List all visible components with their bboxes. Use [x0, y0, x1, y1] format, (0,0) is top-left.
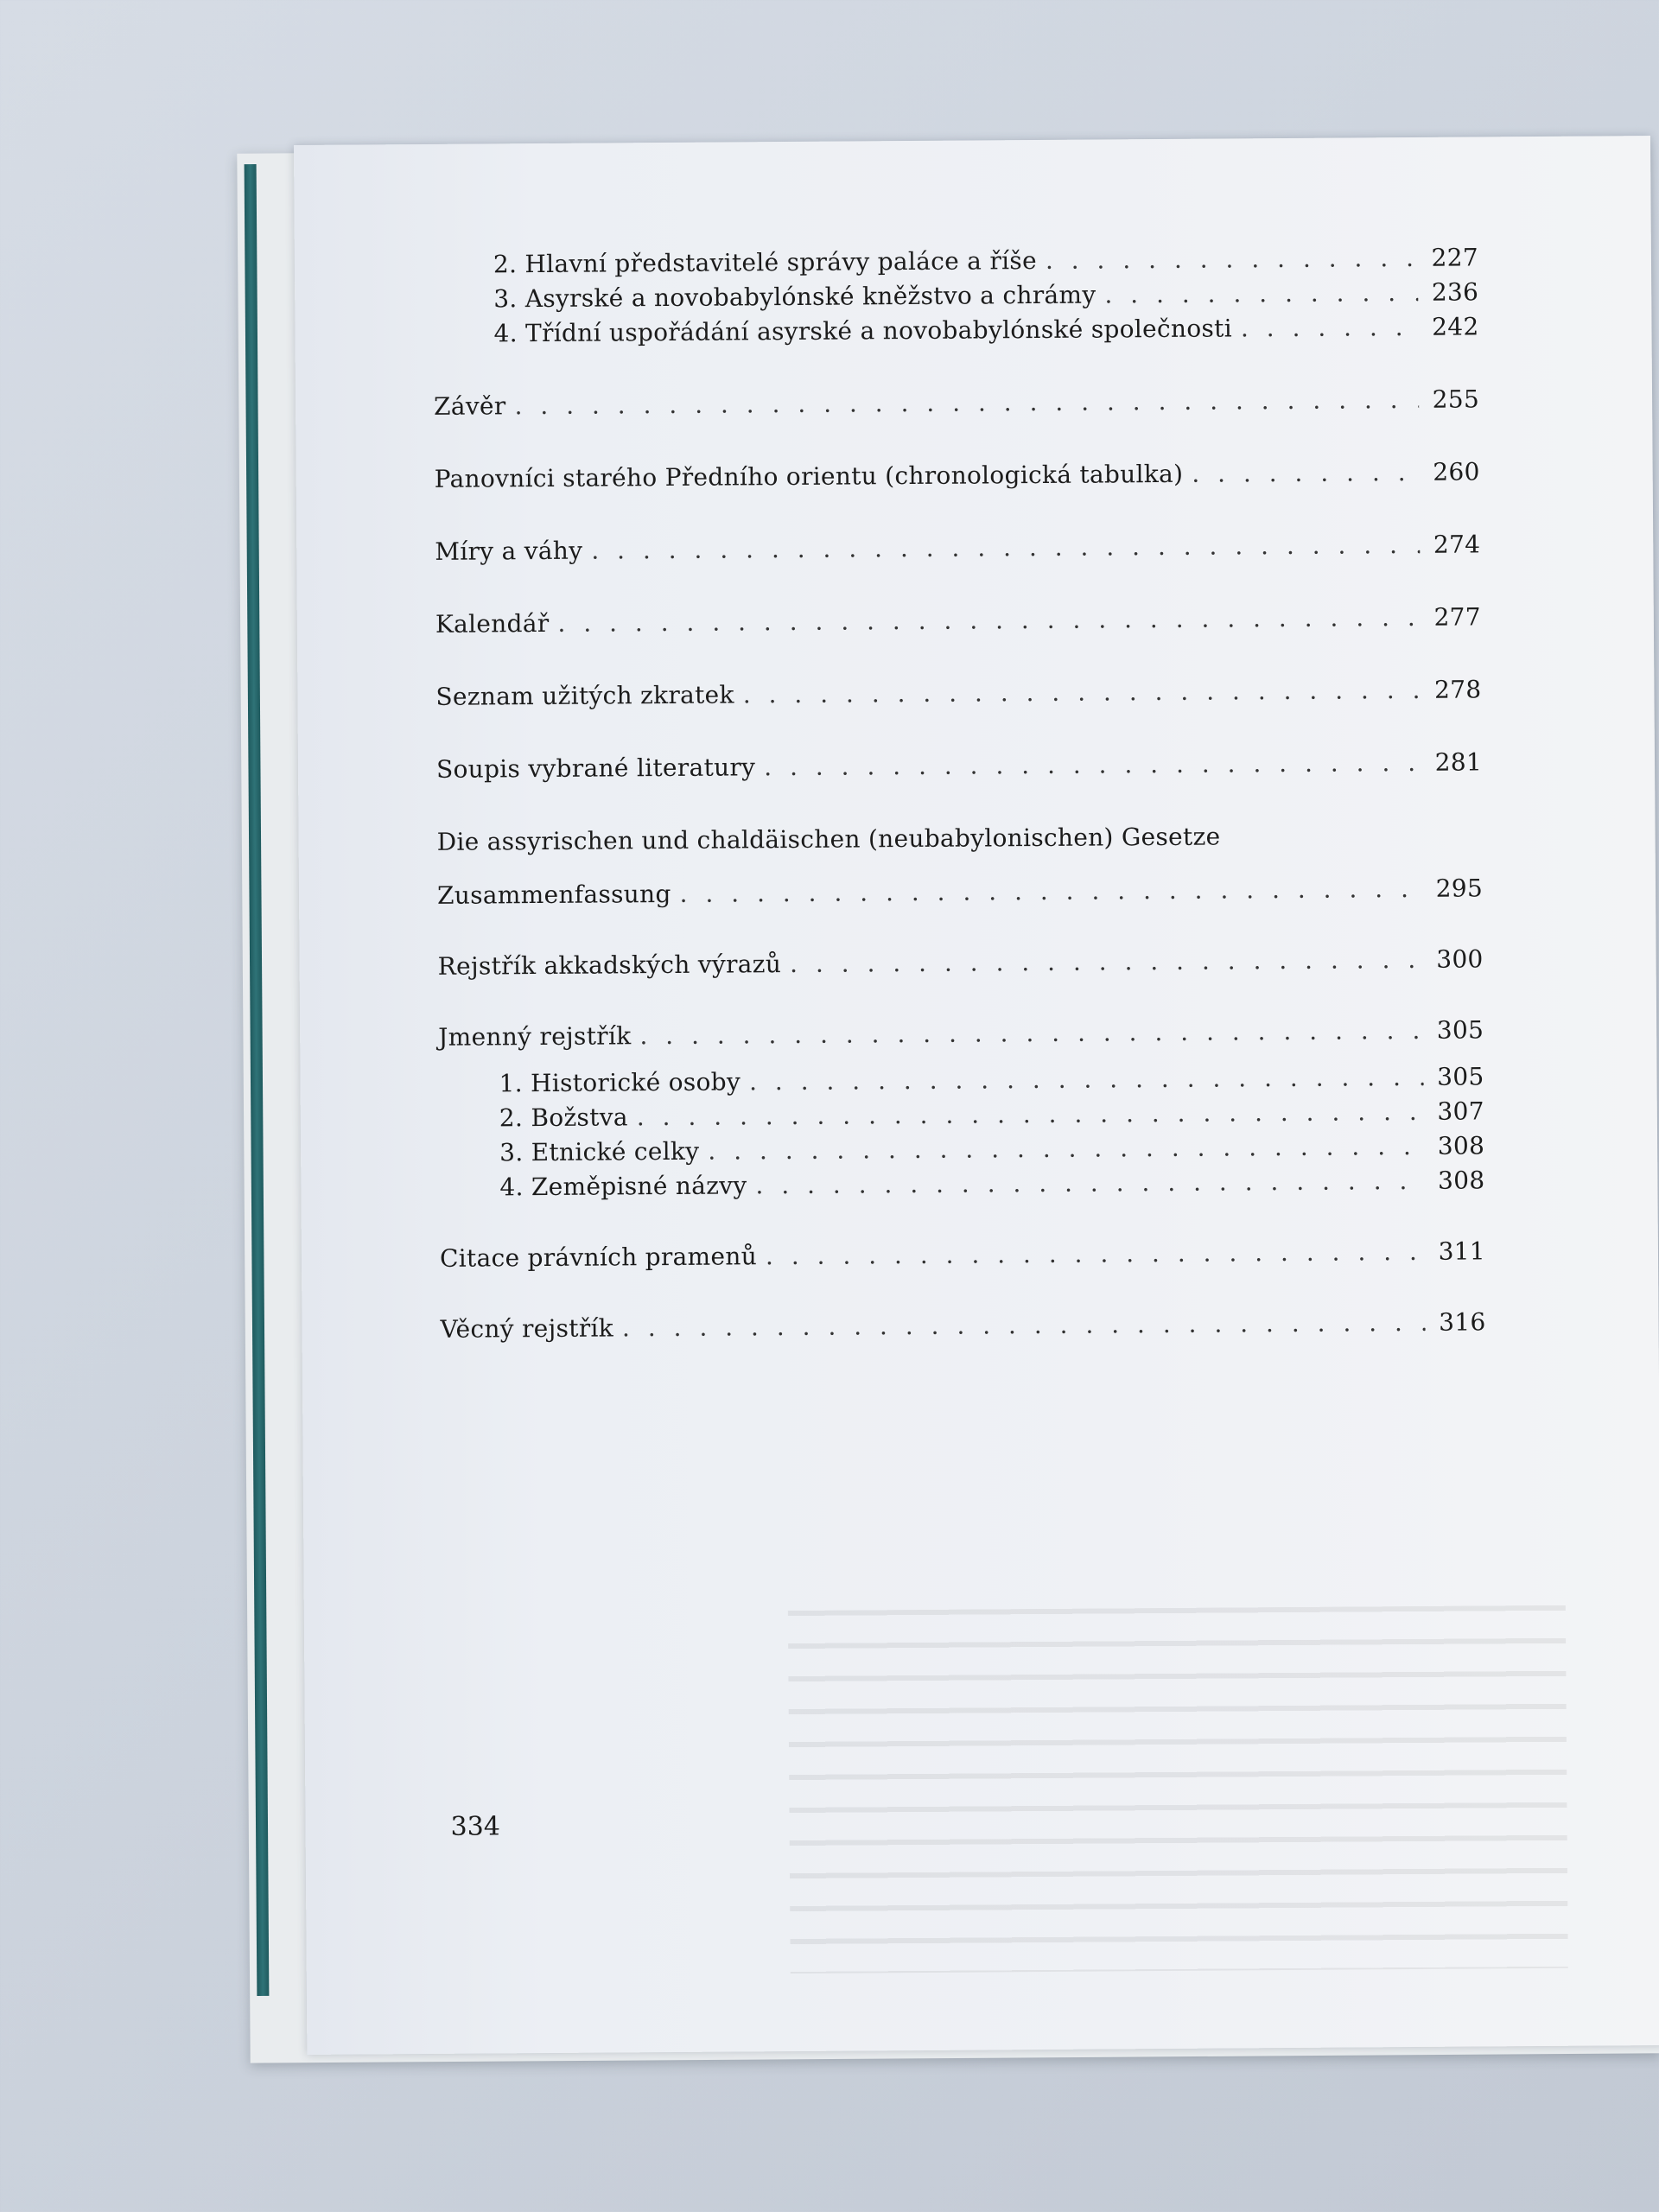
toc-entry-title: Věcný rejstřík	[440, 1313, 614, 1344]
toc-entry	[435, 527, 1480, 569]
toc-entry-page: 277	[1433, 602, 1481, 632]
toc-entry-page: 300	[1436, 944, 1484, 974]
toc-entry	[434, 382, 1479, 423]
dot-leader	[514, 383, 1419, 423]
book-page	[294, 136, 1659, 2055]
toc-entry-page: 295	[1435, 874, 1484, 903]
toc-entry-page: 307	[1437, 1096, 1484, 1126]
toc-entry	[435, 454, 1480, 496]
toc-entry-page: 242	[1432, 312, 1479, 341]
toc-entry-title: Soupis vybrané literatury	[435, 753, 756, 784]
toc-entry-title: Kalendář	[435, 608, 550, 639]
dot-leader	[790, 943, 1423, 982]
dot-leader	[755, 1164, 1424, 1203]
toc-entry-page: 308	[1437, 1131, 1485, 1160]
toc-entry-title: Jmenný rejstřík	[438, 1021, 632, 1052]
toc-entry-page: 278	[1433, 675, 1482, 704]
toc-entry-title: Citace právních pramenů	[439, 1242, 758, 1273]
toc-entry-title: Die assyrischen und chaldäischen (neubabylonischen) Gesetze	[436, 822, 1221, 856]
toc-entry-page: 236	[1431, 277, 1479, 307]
dot-leader	[637, 1095, 1424, 1135]
dot-leader	[557, 601, 1421, 641]
toc-entry	[433, 309, 1478, 351]
dot-leader	[591, 528, 1420, 569]
toc-entry-page: 227	[1431, 243, 1479, 272]
toc-entry-page: 281	[1434, 747, 1483, 777]
table-of-contents	[433, 240, 1486, 1346]
toc-entry-title: 3. Etnické celky	[499, 1136, 700, 1167]
dot-leader	[764, 746, 1421, 785]
toc-heading	[436, 817, 1482, 859]
toc-entry-title: Rejstřík akkadských výrazů	[437, 950, 782, 981]
toc-entry-title: Závěr	[433, 391, 506, 421]
dot-leader	[622, 1306, 1426, 1345]
toc-entry-title: 1. Historické osoby	[499, 1067, 741, 1098]
toc-entry-page: 308	[1437, 1166, 1485, 1195]
toc-entry-title: Panovníci starého Předního orientu (chronologická tabulka)	[434, 459, 1184, 493]
toc-entry-page: 260	[1433, 457, 1480, 486]
toc-entry	[439, 1163, 1484, 1205]
toc-entry-title: 4. Třídní uspořádání asyrské a novobabylónské společnosti	[493, 314, 1233, 348]
toc-entry-page: 311	[1438, 1236, 1486, 1266]
toc-entry-title: Míry a váhy	[435, 536, 583, 566]
toc-entry-title: 2. Hlavní představitelé správy paláce a říše	[493, 246, 1038, 279]
dot-leader	[749, 1060, 1424, 1099]
toc-entry	[440, 1234, 1485, 1275]
toc-entry-page: 316	[1439, 1307, 1486, 1337]
toc-entry	[438, 942, 1484, 983]
toc-entry	[435, 672, 1481, 714]
page-number: 334	[450, 1811, 500, 1842]
toc-entry	[437, 871, 1483, 912]
dot-leader	[1192, 455, 1420, 492]
toc-entry-page: 305	[1436, 1015, 1484, 1045]
dot-leader	[679, 872, 1422, 912]
toc-entry-title: Zusammenfassung	[436, 879, 671, 910]
show-through-text	[788, 1605, 1568, 1974]
toc-entry-page: 255	[1432, 385, 1480, 414]
dot-leader	[743, 673, 1421, 712]
toc-entry-title: 2. Božstva	[499, 1103, 628, 1133]
dot-leader	[708, 1129, 1424, 1169]
toc-entry-title: Seznam užitých zkratek	[435, 680, 734, 711]
toc-entry-title: 4. Zeměpisné názvy	[499, 1171, 747, 1202]
toc-entry	[435, 600, 1481, 641]
toc-entry	[440, 1305, 1485, 1346]
toc-entry-page: 274	[1433, 530, 1481, 559]
dot-leader	[1241, 310, 1419, 346]
dot-leader	[639, 1014, 1423, 1053]
toc-entry	[436, 745, 1482, 786]
toc-entry-title: 3. Asyrské a novobabylónské kněžstvo a chrámy	[493, 280, 1096, 314]
dot-leader	[766, 1235, 1425, 1274]
toc-entry-page: 305	[1437, 1062, 1484, 1091]
dot-leader	[1104, 276, 1418, 313]
toc-entry	[438, 1013, 1484, 1054]
dot-leader	[1046, 241, 1418, 278]
